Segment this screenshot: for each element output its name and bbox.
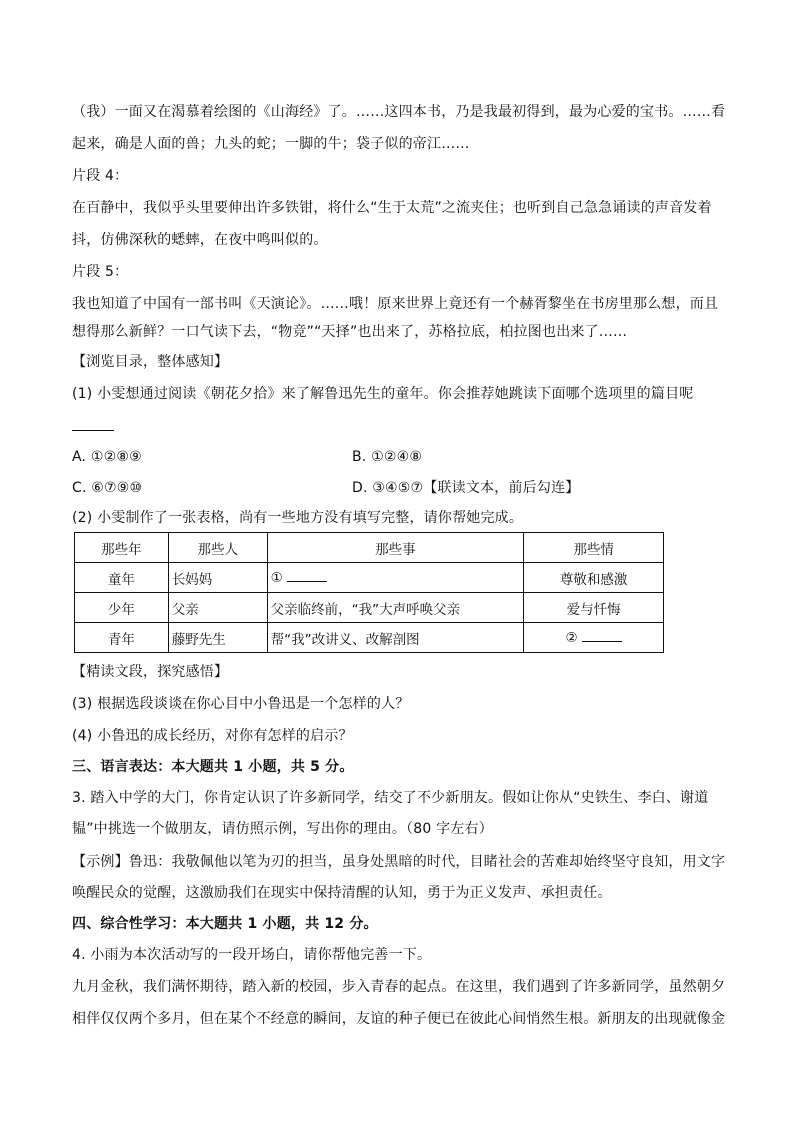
table-cell: 童年 (75, 563, 169, 593)
answer-blank[interactable] (582, 629, 622, 642)
table-cell: 帮“我”改讲义、改解剖图 (267, 623, 524, 653)
table-cell: 尊敬和感激 (524, 563, 664, 593)
table-cell: 父亲 (168, 593, 267, 623)
answer-blank[interactable] (287, 569, 327, 582)
part-heading: 四、综合性学习：本大题共 1 小题，共 12 分。 (72, 916, 378, 932)
question-3: (3) 根据选段谈谈在你心目中小鲁迅是一个怎样的人？ (72, 696, 410, 712)
table-cell-blank[interactable] (524, 623, 664, 653)
option-d: D. ③④⑤⑦【联读文本，前后勾连】 (352, 480, 580, 496)
table-cell: 爱与忏悔 (524, 593, 664, 623)
table-header: 那些人 (168, 533, 267, 563)
option-a: A. ①②⑧⑨ (72, 449, 142, 465)
table-row (75, 623, 664, 653)
section-heading: 【精读文段，探究感悟】 (72, 664, 229, 680)
question-3-prompt: 3. 踏入中学的大门，你肯定认识了许多新同学，结交了不少新朋友。假如让你从“史铁生、李白、谢道 (72, 790, 709, 806)
table-row (75, 563, 664, 593)
question-4-prompt: 4. 小雨为本次活动写的一段开场白，请你帮他完善一下。 (72, 947, 432, 963)
passage-line: 九月金秋，我们满怀期待，踏入新的校园，步入青春的起点。在这里，我们遇到了许多新同学，虽然朝夕 (72, 979, 726, 995)
table-row (75, 593, 664, 623)
passage-line: 相伴仅仅两个多月，但在某个不经意的瞬间，友谊的种子便已在彼此心间悄然生根。新朋友的出现就像金 (72, 1011, 726, 1027)
option-c: C. ⑥⑦⑨⑩ (72, 480, 143, 496)
table-cell: 藤野先生 (168, 623, 267, 653)
fragment-heading: 片段 5： (72, 264, 129, 280)
fill-in-table (74, 532, 664, 653)
part-heading: 三、语言表达：本大题共 1 小题，共 5 分。 (72, 759, 354, 775)
section-heading: 【浏览目录，整体感知】 (72, 354, 229, 370)
table-cell: 青年 (75, 623, 169, 653)
passage-line: 我也知道了中国有一部书叫《天演论》。……哦！原来世界上竟还有一个赫胥黎坐在书房里那么想，而且 (72, 296, 719, 312)
answer-blank[interactable] (72, 430, 114, 431)
passage-line: （我）一面又在渴慕着绘图的《山海经》了。……这四本书，乃是我最初得到，最为心爱的宝书。……看 (72, 104, 726, 120)
question-4: (4) 小鲁迅的成长经历，对你有怎样的启示？ (72, 728, 353, 744)
table-header: 那些情 (524, 533, 664, 563)
question-1: (1) 小雯想通过阅读《朝花夕拾》来了解鲁迅先生的童年。你会推荐她跳读下面哪个选项里的篇目呢 (72, 386, 694, 402)
table-header-row (75, 533, 664, 563)
question-3-prompt: 韫”中挑选一个做朋友，请仿照示例，写出你的理由。（80 字左右） (72, 821, 493, 837)
blank-marker: ② (565, 630, 578, 646)
passage-line: 抖，仿佛深秋的蟋蟀，在夜中鸣叫似的。 (72, 232, 328, 248)
example-text: 【示例】鲁迅：我敬佩他以笔为刃的担当，虽身处黑暗的时代，目睹社会的苦难却始终坚守良知，用文字 (72, 854, 726, 870)
table-cell: 少年 (75, 593, 169, 623)
table-cell: 父亲临终前，“我”大声呼唤父亲 (267, 593, 524, 623)
passage-line: 想得那么新鲜？一口气读下去，“物竞”“天择”也出来了，苏格拉底，柏拉图也出来了…… (72, 324, 628, 340)
fragment-heading: 片段 4： (72, 168, 129, 184)
example-text: 唤醒民众的觉醒，这激励我们在现实中保持清醒的认知，勇于为正义发声、承担责任。 (72, 885, 612, 901)
option-b: B. ①②④⑧ (352, 449, 423, 465)
passage-line: 起来，确是人面的兽；九头的蛇；一脚的牛；袋子似的帝江…… (72, 136, 470, 152)
table-header: 那些年 (75, 533, 169, 563)
blank-marker: ① (270, 570, 283, 586)
table-cell: 长妈妈 (168, 563, 267, 593)
table-cell-blank[interactable] (267, 563, 524, 593)
question-2: (2) 小雯制作了一张表格，尚有一些地方没有填写完整，请你帮她完成。 (72, 510, 524, 526)
passage-line: 在百静中，我似乎头里要伸出许多铁钳，将什么“生于太荒”之流夹住；也听到自己急急诵读的声音发着 (72, 200, 712, 216)
table-header: 那些事 (267, 533, 524, 563)
